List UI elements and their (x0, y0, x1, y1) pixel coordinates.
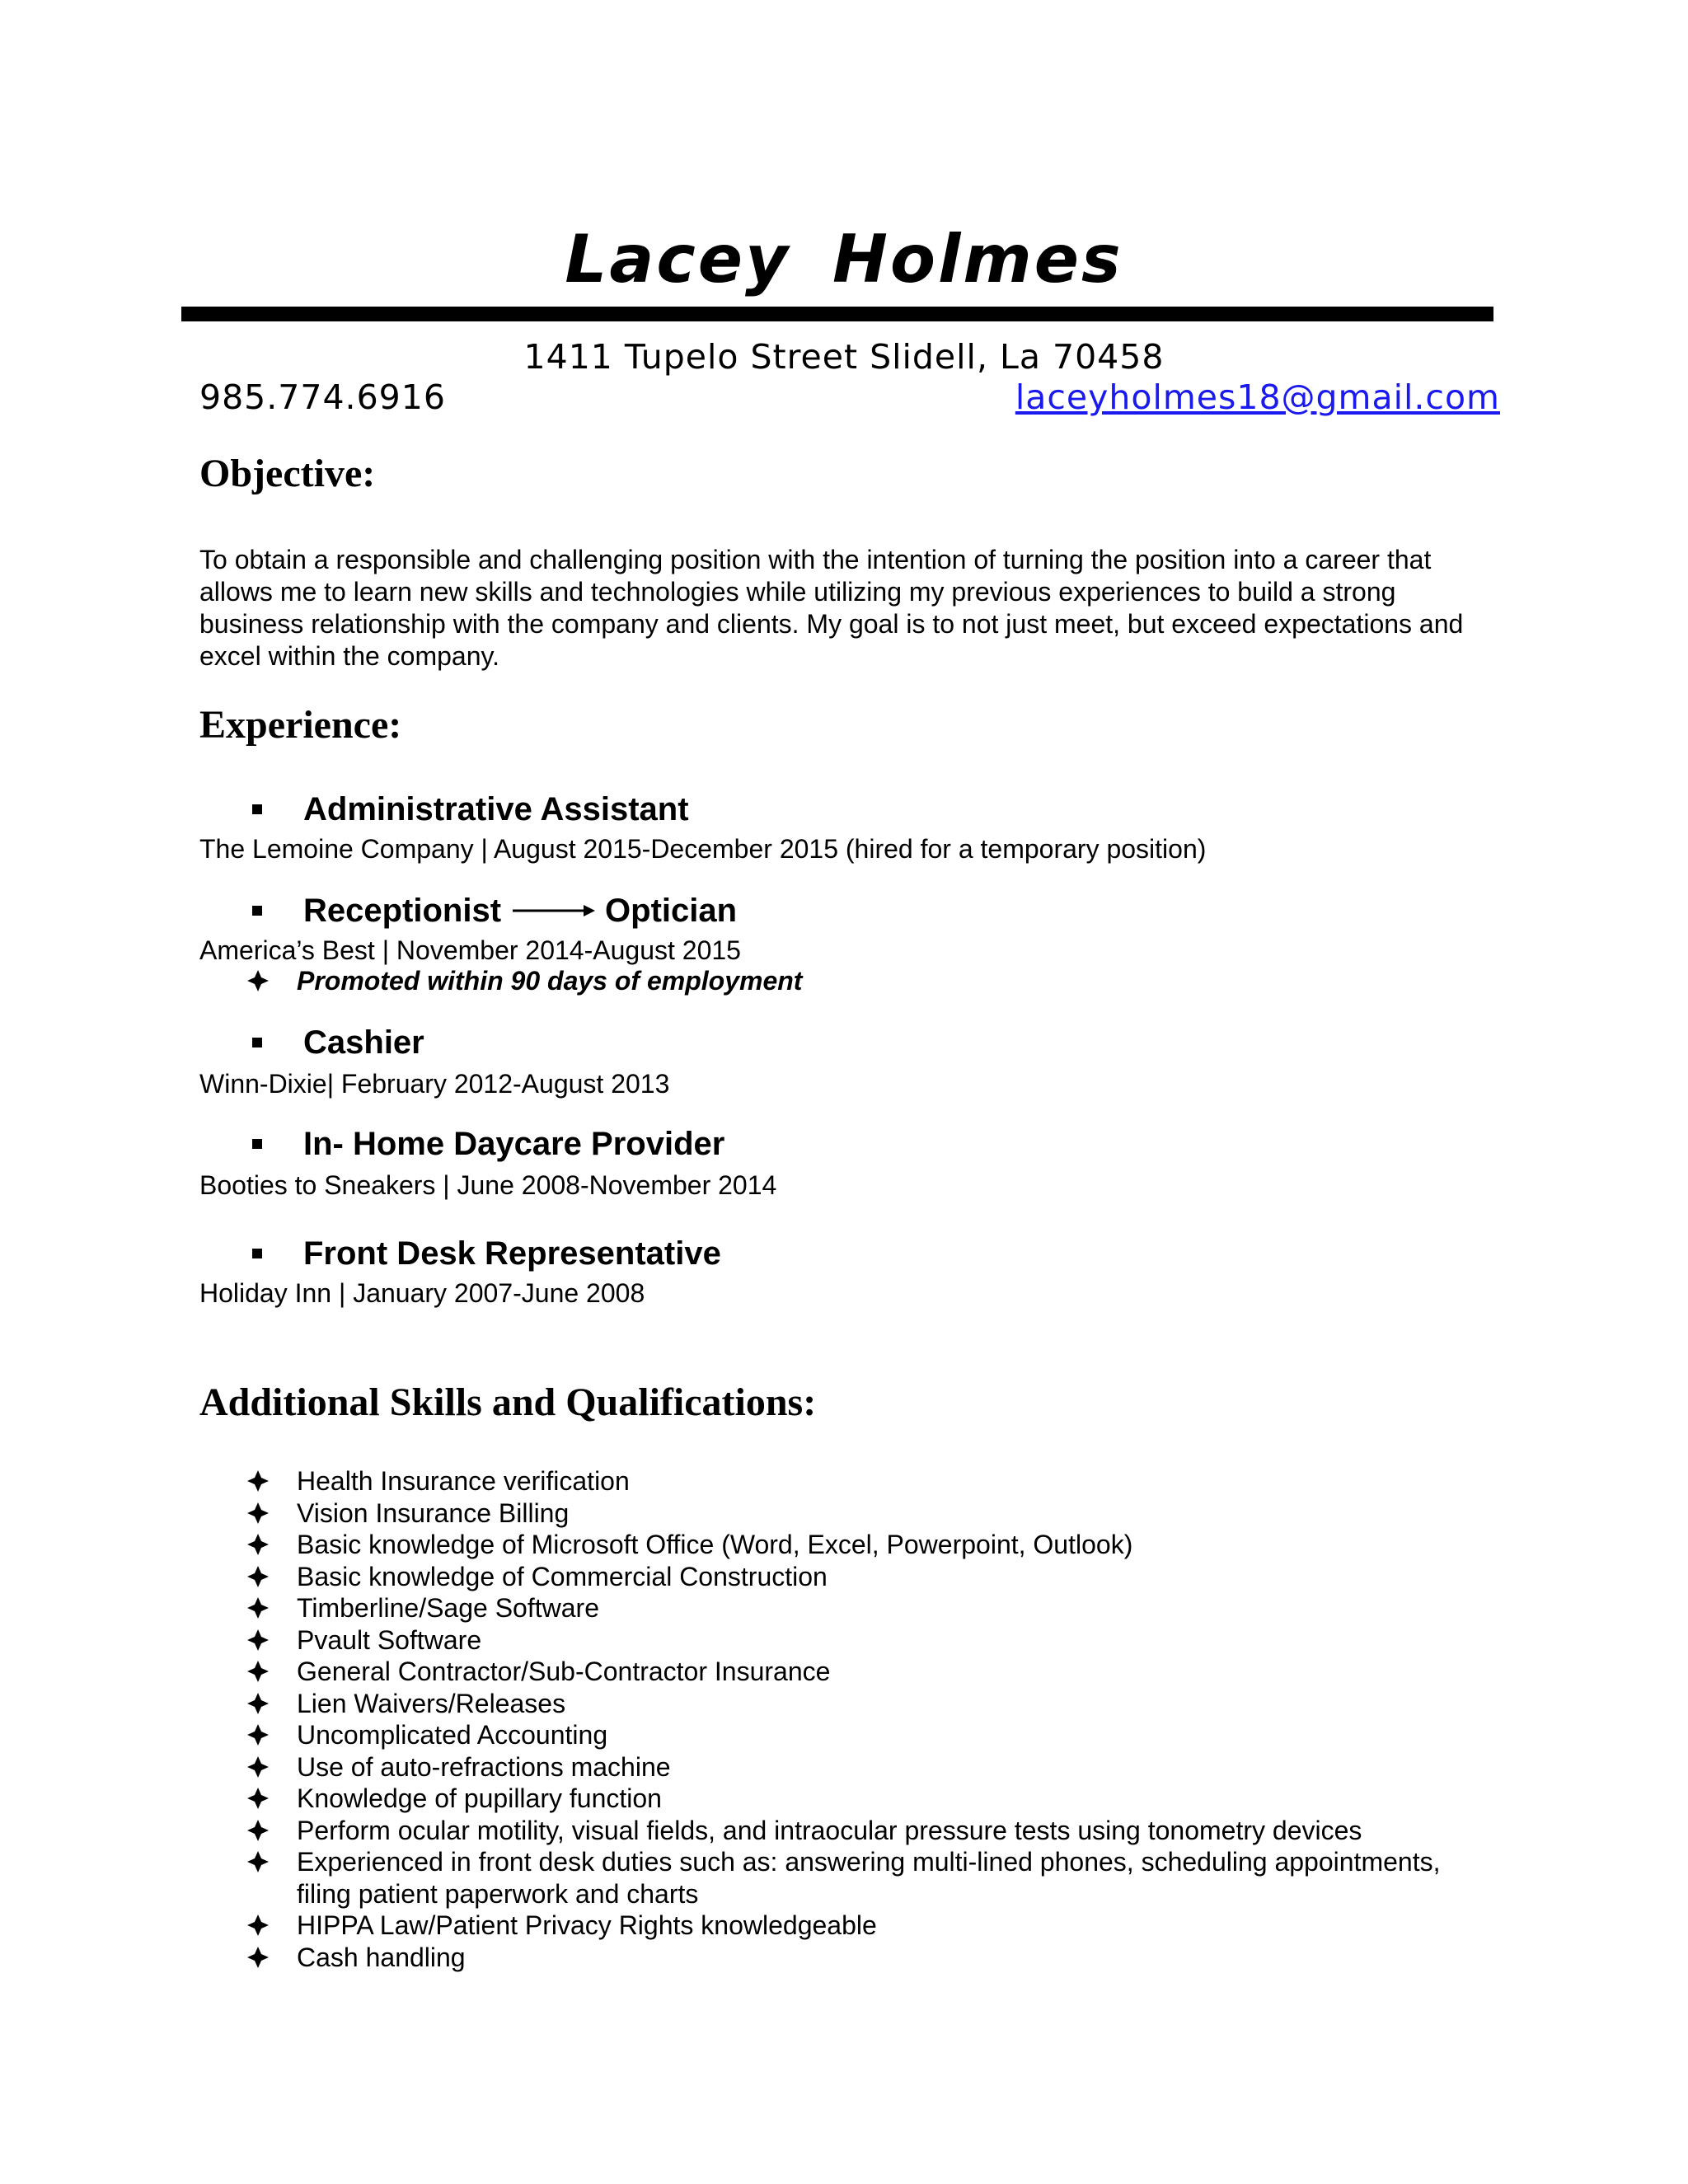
list-item (247, 1529, 1467, 1561)
square-bullet-icon (252, 1038, 262, 1047)
diamond-bullet-icon (247, 1947, 269, 1968)
list-item (247, 1910, 1467, 1942)
right-arrow-icon (513, 902, 595, 919)
diamond-bullet-icon (247, 1788, 269, 1809)
job-title (252, 1233, 721, 1274)
job-details: Winn-Dixie| February 2012-August 2013 (199, 1069, 670, 1099)
skill-text: Lien Waivers/Releases (297, 1688, 566, 1718)
skill-text: General Contractor/Sub-Contractor Insurance (297, 1657, 831, 1686)
job-details: The Lemoine Company | August 2015-December 2015 (hired for a temporary position) (199, 834, 1207, 864)
diamond-bullet-icon (247, 1502, 269, 1524)
list-item (247, 1846, 1467, 1910)
list-item (247, 1656, 1467, 1688)
job-title (252, 1022, 424, 1063)
job-title-text: Front Desk Representative (303, 1235, 721, 1272)
skill-text: Cash handling (297, 1942, 466, 1972)
job-highlight (247, 964, 802, 997)
skill-text: Basic knowledge of Microsoft Office (Word, Excel, Powerpoint, Outlook) (297, 1530, 1133, 1559)
job-title-promoted-text: Optician (605, 893, 738, 929)
list-item (247, 1719, 1467, 1751)
candidate-name: Lacey Holmes (565, 221, 1123, 298)
square-bullet-icon (252, 804, 262, 814)
diamond-bullet-icon (247, 1597, 269, 1619)
list-item (247, 1783, 1467, 1815)
diamond-bullet-icon (247, 1851, 269, 1872)
job-highlight-text: Promoted within 90 days of employment (297, 966, 803, 996)
list-item (247, 1942, 1467, 1974)
diamond-bullet-icon (247, 1661, 269, 1682)
skills-list (247, 1465, 1467, 1973)
square-bullet-icon (252, 906, 262, 916)
job-title-text: In- Home Daycare Provider (303, 1126, 725, 1162)
diamond-bullet-icon (247, 970, 269, 991)
diamond-bullet-icon (247, 1629, 269, 1651)
skill-text: Uncomplicated Accounting (297, 1720, 608, 1750)
diamond-bullet-icon (247, 1820, 269, 1841)
skill-text: Experienced in front desk duties such as: answering multi-lined phones, scheduling appointments, filing patient paperwork and charts (297, 1847, 1441, 1909)
header-rule (181, 307, 1493, 321)
diamond-bullet-icon (247, 1915, 269, 1936)
diamond-bullet-icon (247, 1534, 269, 1555)
email-link[interactable]: laceyholmes18@gmail.com (1015, 377, 1500, 417)
diamond-bullet-icon (247, 1566, 269, 1587)
skill-text: Health Insurance verification (297, 1466, 630, 1496)
list-item (247, 1815, 1467, 1847)
skill-text: Pvault Software (297, 1624, 482, 1655)
objective-heading: Objective: (199, 452, 376, 495)
skill-text: Perform ocular motility, visual fields, and intraocular pressure tests using tonometry devices (297, 1815, 1362, 1845)
diamond-bullet-icon (247, 1693, 269, 1714)
list-item (247, 1624, 1467, 1657)
job-details: Holiday Inn | January 2007-June 2008 (199, 1278, 645, 1308)
job-title-text: Administrative Assistant (303, 791, 689, 827)
job-title (252, 890, 737, 931)
skill-text: Timberline/Sage Software (297, 1593, 599, 1623)
list-item (247, 1561, 1467, 1593)
phone-number: 985.774.6916 (199, 377, 446, 417)
skill-text: HIPPA Law/Patient Privacy Rights knowledgeable (297, 1910, 877, 1940)
diamond-bullet-icon (247, 1756, 269, 1778)
skill-text: Use of auto-refractions machine (297, 1751, 671, 1782)
list-item (247, 1497, 1467, 1530)
square-bullet-icon (252, 1249, 262, 1258)
skills-heading: Additional Skills and Qualifications: (199, 1380, 817, 1424)
job-details: America’s Best | November 2014-August 2015 (199, 935, 741, 965)
job-title-text: Receptionist (303, 893, 502, 929)
address: 1411 Tupelo Street Slidell, La 70458 (523, 337, 1165, 377)
experience-heading: Experience: (199, 703, 402, 747)
diamond-bullet-icon (247, 1470, 269, 1492)
job-title (252, 1123, 724, 1165)
square-bullet-icon (252, 1139, 262, 1149)
skill-text: Basic knowledge of Commercial Construction (297, 1561, 828, 1591)
job-title (252, 789, 689, 830)
skill-text: Vision Insurance Billing (297, 1497, 570, 1528)
job-title-text: Cashier (303, 1024, 424, 1061)
objective-text: To obtain a responsible and challenging position with the intention of turning the position into a career that allows me to learn new skills and technologies while utilizing my previous experiences to build a strong business relationship with the company and clients. My goal is to not just meet, but exceed expectations and excel within the company. (199, 545, 1464, 671)
list-item (247, 1465, 1467, 1497)
list-item (247, 1592, 1467, 1624)
job-details: Booties to Sneakers | June 2008-November 2014 (199, 1170, 777, 1200)
list-item (247, 1688, 1467, 1720)
skill-text: Knowledge of pupillary function (297, 1783, 662, 1813)
diamond-bullet-icon (247, 1724, 269, 1746)
list-item (247, 1751, 1467, 1783)
